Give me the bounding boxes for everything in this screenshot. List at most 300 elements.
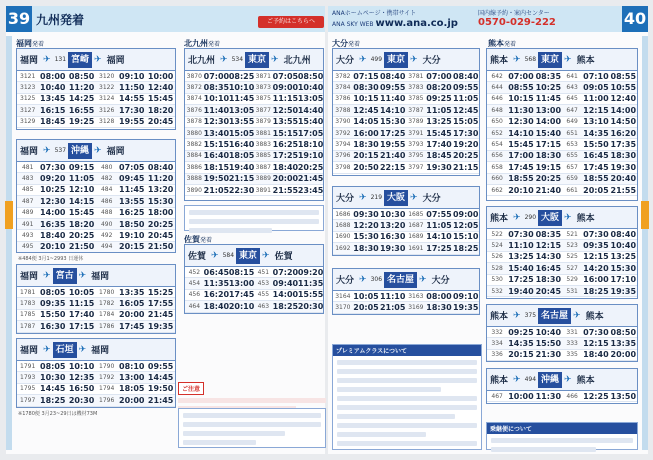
flight-number: 1692 — [335, 244, 351, 252]
plane-icon: ✈ — [419, 274, 427, 285]
arrival-time: 11:30 — [535, 391, 562, 401]
ana-web-line — [332, 18, 458, 29]
origin-city: 熊本 — [490, 214, 509, 224]
plane-icon: ✈ — [513, 374, 521, 385]
flight-number: 648 — [491, 106, 503, 114]
departure-time: 18:30 — [353, 243, 379, 253]
arrival-time: 13:00 — [535, 105, 562, 115]
arrival-time: 15:50 — [535, 339, 562, 349]
table-row — [333, 82, 479, 93]
arrival-time: 15:40 — [535, 128, 562, 138]
flight-number: 3872 — [186, 84, 202, 92]
table-row — [17, 105, 175, 116]
departure-time: 14:10 — [508, 128, 534, 138]
return-flight-number: 3887 — [255, 163, 271, 171]
departure-time: 10:30 — [40, 373, 66, 383]
mileage: 290 — [524, 214, 537, 221]
return-flight-number: 525 — [566, 253, 578, 261]
destination-city: 石垣 — [53, 342, 77, 358]
flight-number: 3878 — [186, 118, 202, 126]
arrival-time: 16:40 — [228, 140, 254, 150]
return-flight-number: 3783 — [408, 84, 424, 92]
departure-time: 19:50 — [203, 174, 229, 184]
arrival-time: 18:05 — [228, 151, 254, 161]
departure-time: 16:40 — [203, 151, 229, 161]
departure-time: 15:50 — [40, 310, 66, 320]
section-kitakyushu: 北九州発着 — [184, 39, 221, 48]
arrival-time: 14:15 — [68, 196, 95, 206]
arrival-time: 09:15 — [68, 162, 95, 172]
return-flight-number: 3120 — [99, 72, 115, 80]
departure-time: 20:15 — [508, 350, 534, 360]
flight-number: 662 — [491, 186, 503, 194]
departure-time: 07:00 — [508, 71, 534, 81]
return-flight-number: 3885 — [255, 152, 271, 160]
plane-icon: ✈ — [564, 54, 572, 65]
return-arrival-time: 19:35 — [452, 303, 479, 313]
table-row — [333, 232, 479, 243]
return-departure-time: 08:00 — [426, 291, 452, 301]
return-arrival-time: 20:40 — [610, 174, 637, 184]
flight-number: 3123 — [20, 84, 36, 92]
return-arrival-time: 21:45 — [147, 310, 174, 320]
flight-number: 1690 — [335, 233, 351, 241]
arrival-time: 11:15 — [68, 299, 95, 309]
return-arrival-time: 17:55 — [147, 299, 174, 309]
table-row — [17, 230, 175, 241]
destination-city: 東京 — [236, 248, 260, 264]
table-row — [185, 71, 323, 82]
table-row — [17, 208, 175, 219]
return-departure-time: 07:10 — [583, 71, 609, 81]
transfer-info-box — [486, 422, 638, 450]
table-row — [17, 242, 175, 253]
origin-city: 福岡 — [20, 147, 39, 157]
return-flight-number: 1689 — [408, 233, 424, 241]
table-row — [333, 94, 479, 105]
flight-number: 3876 — [186, 106, 202, 114]
arrival-time: 11:05 — [68, 174, 95, 184]
table-row — [487, 139, 637, 150]
departure-time: 14:35 — [508, 339, 534, 349]
table-row — [185, 139, 323, 150]
flight-number: 3890 — [186, 186, 202, 194]
return-arrival-time: 13:20 — [147, 185, 174, 195]
flight-number: 3884 — [186, 152, 202, 160]
return-departure-time: 16:05 — [119, 299, 145, 309]
arrival-time: 15:05 — [228, 128, 254, 138]
flight-number: 660 — [491, 175, 503, 183]
arrival-time: 21:15 — [228, 174, 254, 184]
plane-icon: ✈ — [513, 310, 521, 321]
return-departure-time: 16:45 — [583, 151, 609, 161]
arrival-time: 08:40 — [379, 71, 406, 81]
arrival-time: 16:30 — [379, 232, 406, 242]
arrival-time: 08:25 — [228, 71, 254, 81]
return-departure-time: 13:10 — [583, 117, 609, 127]
flight-number: 650 — [491, 118, 503, 126]
return-departure-time: 21:55 — [272, 185, 298, 195]
table-row — [185, 267, 323, 278]
return-departure-time: 18:25 — [583, 286, 609, 296]
return-departure-time: 09:00 — [272, 83, 298, 93]
departure-time: 06:45 — [203, 267, 229, 277]
arrival-time: 21:50 — [68, 242, 95, 252]
flight-number: 3170 — [335, 304, 351, 312]
table-header — [17, 49, 175, 71]
return-arrival-time: 15:55 — [297, 290, 323, 300]
return-flight-number: 451 — [257, 268, 270, 276]
return-departure-time: 11:15 — [272, 94, 298, 104]
origin-city: 福岡 — [20, 346, 39, 356]
arrival-time: 17:25 — [379, 128, 406, 138]
table-row — [17, 287, 175, 298]
arrival-time: 20:25 — [68, 231, 95, 241]
return-flight-number: 653 — [566, 141, 578, 149]
table-row — [333, 209, 479, 220]
table-row — [487, 263, 637, 274]
arrival-time: 09:55 — [379, 83, 406, 93]
note-box-kitakyushu — [184, 205, 324, 231]
timetable-kumamoto-osaka — [486, 206, 638, 299]
departure-time: 18:25 — [40, 395, 66, 405]
origin-city: 熊本 — [490, 376, 509, 386]
flight-number: 652 — [491, 129, 503, 137]
departure-time: 14:05 — [353, 117, 379, 127]
ana-web-url[interactable]: www.ana.co.jp — [375, 18, 458, 29]
return-departure-time: 17:45 — [583, 162, 609, 172]
departure-time: 10:40 — [40, 83, 66, 93]
return-departure-time: 14:35 — [583, 128, 609, 138]
flight-number: 3794 — [335, 141, 351, 149]
origin-city: 北九州 — [188, 56, 216, 66]
reserve-label[interactable]: ご予約はこちらへ — [258, 16, 324, 28]
return-arrival-time: 08:55 — [610, 71, 637, 81]
section-fukuoka: 福岡発着 — [16, 39, 45, 48]
arrival-time: 18:30 — [535, 151, 562, 161]
destination-city: 東京 — [245, 52, 269, 68]
timetable-kumamoto-okinawa — [486, 368, 638, 404]
arrival-time: 14:10 — [379, 105, 406, 115]
table-header — [487, 49, 637, 71]
return-departure-time: 19:10 — [119, 231, 145, 241]
table-row — [333, 243, 479, 254]
return-arrival-time: 12:40 — [147, 83, 174, 93]
table-header — [487, 369, 637, 391]
departure-time: 16:15 — [40, 105, 66, 115]
plane-icon: ✈ — [78, 344, 87, 355]
return-departure-time: 17:25 — [426, 243, 452, 253]
arrival-time: 08:50 — [68, 71, 95, 81]
table-row — [487, 128, 637, 139]
departure-time: 20:05 — [353, 303, 379, 313]
table-row — [185, 174, 323, 185]
return-flight-number: 655 — [566, 152, 578, 160]
return-flight-number: 645 — [566, 95, 578, 103]
return-flight-number: 3787 — [408, 106, 424, 114]
departure-time: 18:30 — [353, 140, 379, 150]
return-arrival-time: 10:55 — [610, 83, 637, 93]
return-flight-number: 1790 — [99, 362, 115, 370]
flight-number: 642 — [491, 72, 503, 80]
return-departure-time: 18:50 — [119, 219, 145, 229]
arrival-time: 12:15 — [535, 241, 562, 251]
arrival-time: 19:55 — [379, 140, 406, 150]
table-row — [17, 196, 175, 207]
plane-icon: ✈ — [410, 192, 418, 203]
note-fukuoka-okinawa: ※484便 3月1~2993 日運休 — [18, 256, 84, 262]
return-flight-number: 661 — [566, 186, 578, 194]
return-flight-number: 1786 — [99, 322, 115, 330]
flight-number: 332 — [491, 328, 503, 336]
return-flight-number: 531 — [566, 287, 578, 295]
arrival-time: 14:00 — [535, 117, 562, 127]
table-row — [17, 94, 175, 105]
table-row — [17, 71, 175, 82]
return-flight-number: 3124 — [99, 95, 115, 103]
return-departure-time: 11:45 — [119, 185, 145, 195]
return-departure-time: 07:20 — [272, 267, 298, 277]
section-saga: 佐賀発着 — [184, 235, 213, 244]
departure-time: 12:45 — [353, 105, 379, 115]
return-departure-time: 17:45 — [119, 321, 145, 331]
arrival-time: 10:25 — [535, 83, 562, 93]
table-row — [17, 117, 175, 128]
return-flight-number: 3877 — [255, 106, 271, 114]
departure-time: 10:00 — [508, 391, 534, 401]
table-row — [333, 71, 479, 82]
return-arrival-time: 18:25 — [452, 243, 479, 253]
return-flight-number: 3128 — [99, 118, 115, 126]
departure-time: 10:05 — [353, 291, 379, 301]
return-departure-time: 09:40 — [272, 279, 298, 289]
flight-number: 487 — [21, 197, 34, 205]
return-departure-time: 15:45 — [426, 128, 452, 138]
return-flight-number: 3793 — [408, 141, 424, 149]
return-arrival-time: 15:30 — [610, 263, 637, 273]
transfer-info-title: 乗継便について — [487, 423, 637, 434]
return-arrival-time: 11:05 — [452, 94, 479, 104]
return-arrival-time: 17:10 — [610, 275, 637, 285]
table-row — [17, 185, 175, 196]
flight-number: 524 — [491, 242, 503, 250]
return-flight-number: 488 — [100, 209, 113, 217]
table-row — [185, 105, 323, 116]
departure-time: 12:30 — [508, 117, 534, 127]
return-flight-number: 647 — [566, 106, 578, 114]
return-flight-number: 1782 — [99, 300, 115, 308]
return-arrival-time: 08:40 — [147, 162, 174, 172]
timetable-fukuoka-miyazaki — [16, 48, 176, 130]
flight-number: 3786 — [335, 95, 351, 103]
plane-icon: ✈ — [513, 212, 521, 223]
return-flight-number: 527 — [566, 264, 578, 272]
arrival-time: 11:45 — [535, 94, 562, 104]
table-row — [185, 290, 323, 301]
table-row — [17, 384, 175, 395]
return-flight-number: 484 — [100, 186, 113, 194]
timetable-oita-osaka — [332, 186, 480, 256]
arrival-time: 17:15 — [68, 321, 95, 331]
departure-time: 17:00 — [508, 151, 534, 161]
departure-time: 15:40 — [508, 263, 534, 273]
plane-icon: ✈ — [211, 250, 219, 261]
arrival-time: 18:30 — [535, 275, 562, 285]
destination-city: 大阪 — [384, 190, 408, 206]
right-page — [328, 6, 648, 454]
return-arrival-time: 10:40 — [297, 83, 323, 93]
flight-number: 3792 — [335, 129, 351, 137]
departure-time: 21:05 — [203, 185, 229, 195]
flight-number: 452 — [188, 268, 201, 276]
return-flight-number: 3789 — [408, 118, 424, 126]
plane-icon: ✈ — [262, 250, 270, 261]
arrival-time: 13:00 — [228, 279, 254, 289]
return-arrival-time: 08:40 — [610, 229, 637, 239]
timetable-oita-tokyo — [332, 48, 480, 176]
right-side-strip — [642, 36, 648, 450]
table-header — [17, 265, 175, 287]
caution-info-box — [178, 408, 326, 448]
return-arrival-time: 20:30 — [297, 301, 323, 311]
flight-number: 483 — [21, 175, 34, 183]
tel-number[interactable]: 0570-029-222 — [478, 17, 556, 28]
return-flight-number: 3126 — [99, 106, 115, 114]
return-arrival-time: 14:50 — [610, 117, 637, 127]
departure-time: 14:45 — [40, 384, 66, 394]
return-flight-number: 1784 — [99, 311, 115, 319]
departure-time: 11:40 — [203, 105, 229, 115]
return-arrival-time: 14:40 — [297, 105, 323, 115]
arrival-time: 16:50 — [68, 384, 95, 394]
arrival-time: 11:20 — [68, 83, 95, 93]
mileage: 568 — [524, 56, 537, 63]
table-row — [487, 286, 637, 297]
departure-time: 20:10 — [508, 185, 534, 195]
return-arrival-time: 12:45 — [452, 105, 479, 115]
origin-city: 福岡 — [20, 56, 39, 66]
arrival-time: 10:10 — [228, 83, 254, 93]
return-flight-number: 1796 — [99, 396, 115, 404]
origin-city: 大分 — [336, 194, 355, 204]
return-flight-number: 492 — [100, 232, 113, 240]
flight-number: 1688 — [335, 222, 351, 230]
table-row — [185, 82, 323, 93]
plane-icon: ✈ — [94, 54, 102, 65]
departure-time: 11:10 — [508, 241, 534, 251]
return-arrival-time: 19:35 — [610, 286, 637, 296]
ana-web-label: ANA SKY WEB — [332, 21, 374, 28]
plane-icon: ✈ — [359, 274, 367, 285]
arrival-time: 11:10 — [379, 291, 406, 301]
ana-home-label: ANAホームページ・携帯サイト — [332, 10, 417, 17]
flight-number: 1785 — [20, 311, 36, 319]
return-departure-time: 20:00 — [119, 310, 145, 320]
return-departure-time: 11:05 — [426, 105, 452, 115]
return-departure-time: 11:05 — [426, 221, 452, 231]
return-departure-time: 07:30 — [583, 229, 609, 239]
arrival-time: 21:40 — [379, 151, 406, 161]
return-arrival-time: 09:55 — [452, 83, 479, 93]
departure-time: 16:35 — [40, 219, 66, 229]
flight-number: 656 — [491, 152, 503, 160]
flight-number: 522 — [491, 230, 503, 238]
table-row — [333, 105, 479, 116]
return-departure-time: 17:40 — [426, 140, 452, 150]
flight-number: 644 — [491, 84, 503, 92]
return-flight-number: 3871 — [255, 72, 271, 80]
mileage: 534 — [231, 56, 244, 63]
table-row — [487, 327, 637, 338]
departure-time: 13:45 — [40, 94, 66, 104]
arrival-time: 14:30 — [535, 252, 562, 262]
table-row — [185, 128, 323, 139]
departure-time: 07:30 — [508, 229, 534, 239]
arrival-time: 08:35 — [535, 71, 562, 81]
left-side-index-tab — [5, 201, 13, 229]
departure-time: 08:00 — [40, 71, 66, 81]
departure-time: 08:05 — [40, 287, 66, 297]
return-departure-time: 07:00 — [426, 71, 452, 81]
departure-time: 09:35 — [40, 299, 66, 309]
flight-number: 456 — [188, 291, 201, 299]
table-row — [185, 151, 323, 162]
destination-city: 大阪 — [538, 210, 562, 226]
table-row — [17, 219, 175, 230]
departure-time: 07:30 — [40, 162, 66, 172]
arrival-time: 20:45 — [535, 286, 562, 296]
premium-class-title: プレミアムクラスについて — [333, 345, 481, 356]
return-departure-time: 18:30 — [426, 303, 452, 313]
left-page-title: 九州発着 — [36, 13, 85, 27]
return-departure-time: 14:55 — [119, 94, 145, 104]
destination-city: 沖縄 — [68, 143, 92, 159]
return-arrival-time: 17:05 — [297, 128, 323, 138]
table-row — [17, 298, 175, 309]
return-flight-number: 3163 — [408, 292, 424, 300]
return-flight-number: 1794 — [99, 385, 115, 393]
section-kumamoto: 熊本発着 — [488, 39, 517, 48]
return-city: 佐賀 — [274, 252, 293, 262]
return-departure-time: 09:45 — [119, 174, 145, 184]
departure-time: 10:25 — [40, 185, 66, 195]
return-flight-number: 453 — [257, 280, 270, 288]
table-row — [487, 94, 637, 105]
return-departure-time: 17:30 — [119, 105, 145, 115]
right-page-number: 40 — [622, 6, 648, 32]
timetable-fukuoka-ishigaki — [16, 338, 176, 408]
departure-time: 09:30 — [353, 209, 379, 219]
return-flight-number: 3791 — [408, 129, 424, 137]
return-arrival-time: 20:00 — [610, 350, 637, 360]
return-departure-time: 20:00 — [272, 174, 298, 184]
arrival-time: 11:40 — [379, 94, 406, 104]
table-row — [487, 71, 637, 82]
table-row — [333, 302, 479, 313]
return-flight-number: 523 — [566, 242, 578, 250]
return-departure-time: 07:05 — [119, 162, 145, 172]
return-arrival-time: 20:25 — [297, 162, 323, 172]
return-departure-time: 16:25 — [272, 140, 298, 150]
table-row — [17, 395, 175, 406]
return-arrival-time: 19:10 — [297, 151, 323, 161]
flight-number: 3798 — [335, 163, 351, 171]
origin-city: 熊本 — [490, 312, 509, 322]
plane-icon: ✈ — [359, 192, 367, 203]
table-header — [17, 140, 175, 162]
right-side-index-tab — [641, 201, 649, 229]
return-flight-number: 3883 — [255, 141, 271, 149]
